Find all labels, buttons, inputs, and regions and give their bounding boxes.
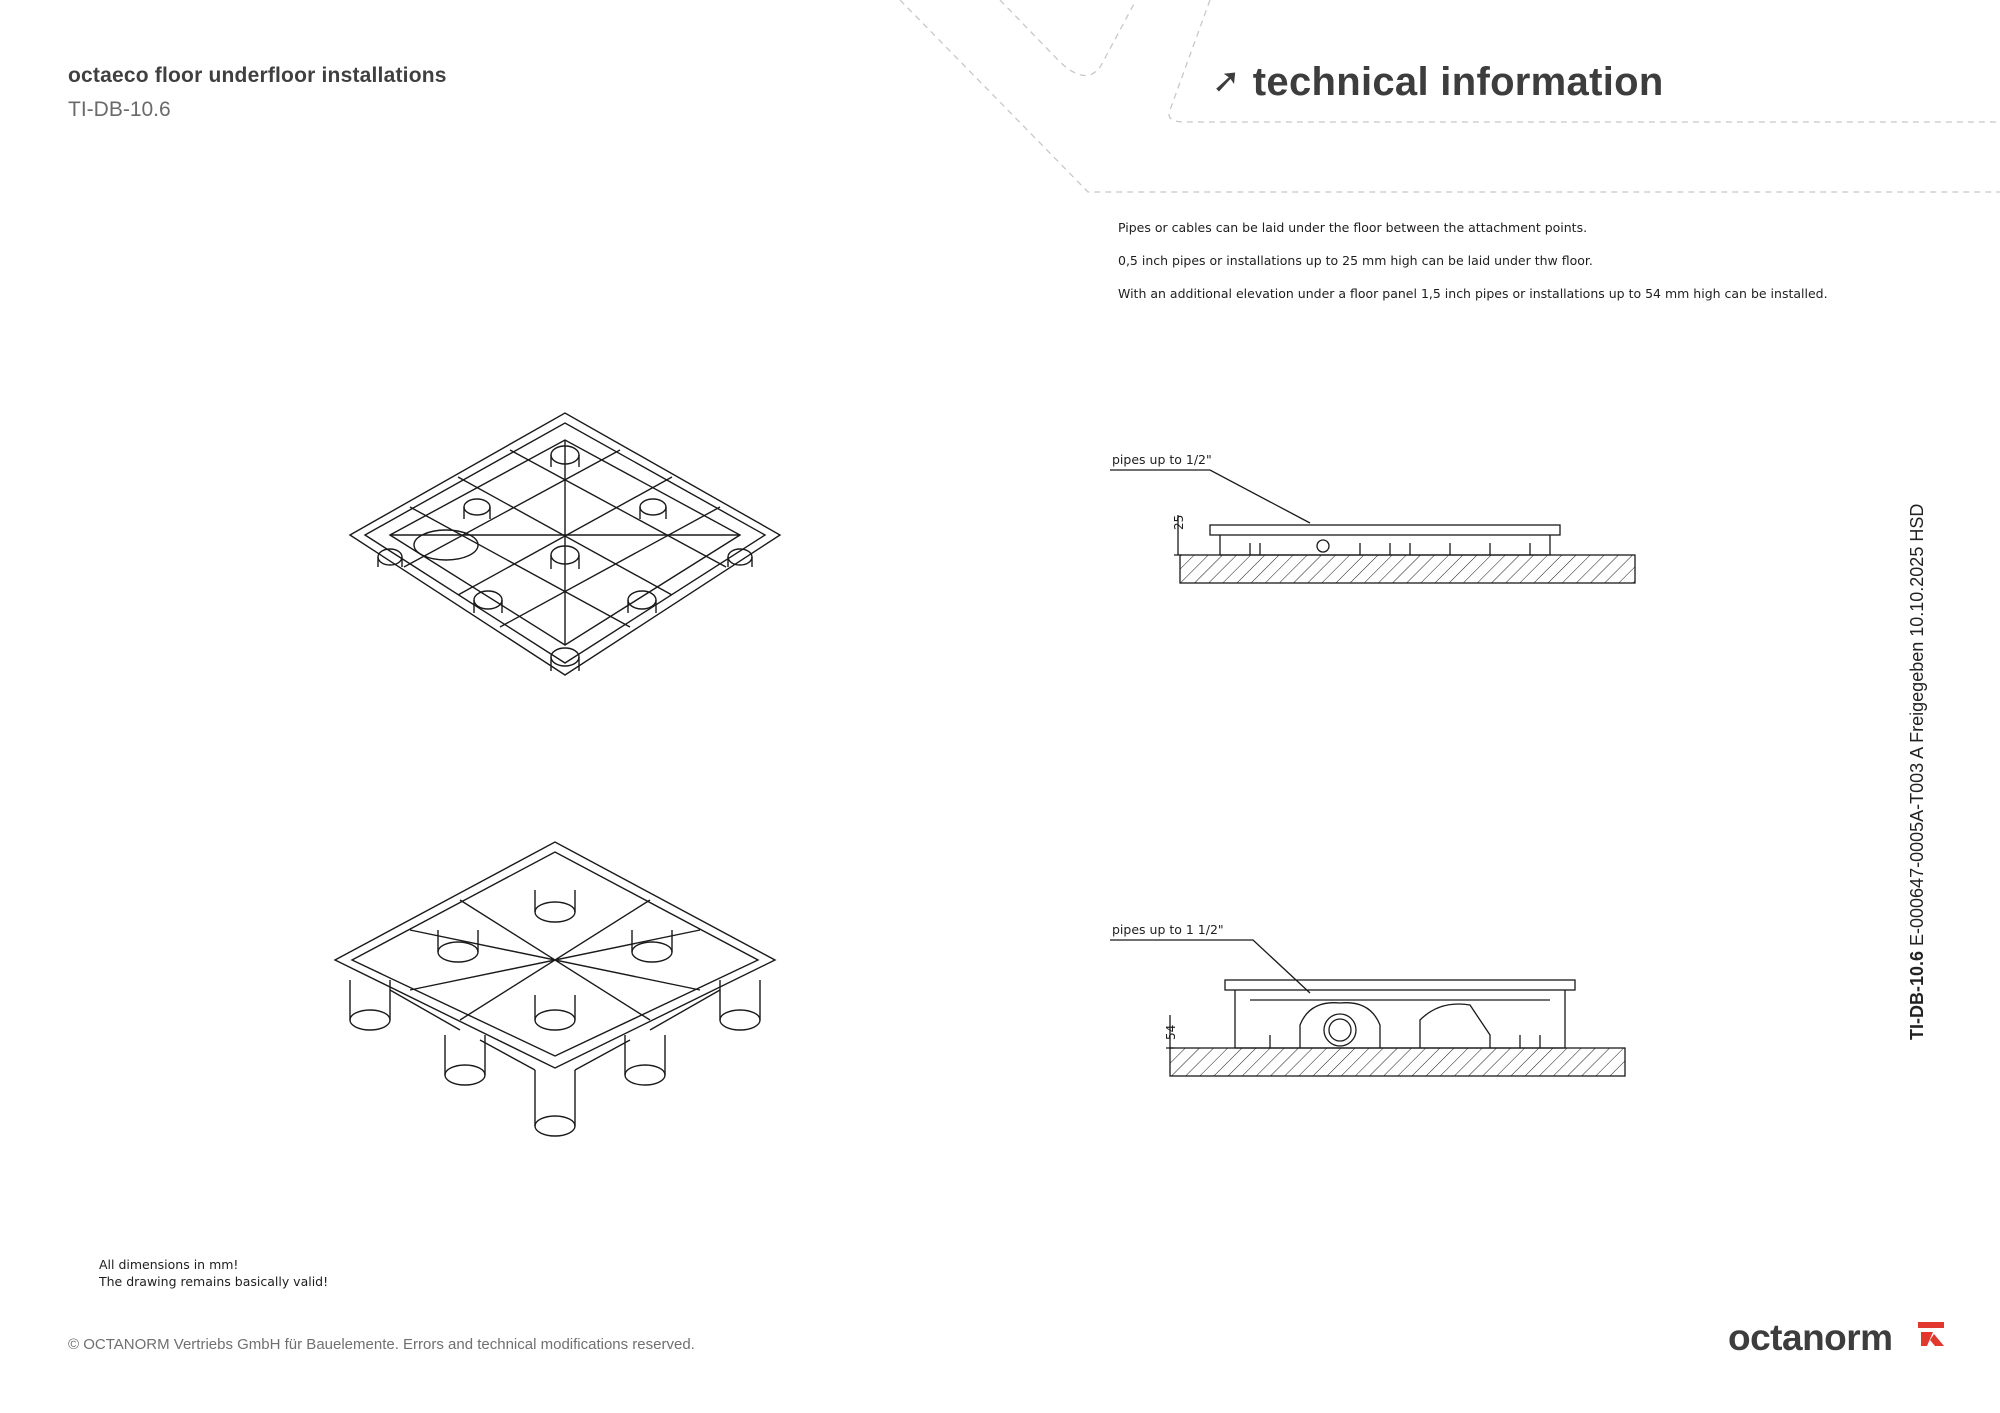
section-view-half-inch: [1110, 455, 1650, 595]
description-line-1: Pipes or cables can be laid under the floor between the attachment points.: [1118, 220, 1588, 235]
description-line-2: 0,5 inch pipes or installations up to 25 mm high can be laid under thw floor.: [1118, 253, 1593, 268]
arrow-up-right-icon: ➚: [1212, 62, 1241, 100]
section-title: [1212, 60, 1664, 105]
copyright-text: © OCTANORM Vertriebs GmbH für Bauelemente. Errors and technical modifications reserved.: [68, 1336, 695, 1353]
dimension-25: 25: [1172, 514, 1186, 530]
document-reference-release: E-000647-0005A-T003 A Freigegeben 10.10.2025 HSD: [1907, 503, 1927, 951]
callout-pipes-half-inch: pipes up to 1/2": [1112, 452, 1212, 467]
document-reference-code: TI-DB-10.6: [1907, 950, 1927, 1040]
section-view-one-and-half-inch: [1110, 925, 1650, 1085]
document-title: octaeco floor underfloor installations: [68, 64, 447, 87]
dimension-54: 54: [1164, 1024, 1178, 1040]
elevated-panel-isometric-drawing: [330, 840, 800, 1150]
document-code: TI-DB-10.6: [68, 98, 171, 121]
floor-panel-isometric-drawing: [330, 395, 800, 705]
document-reference: [1907, 504, 1928, 1040]
note-validity: The drawing remains basically valid!: [99, 1274, 329, 1289]
brand-logo-text: octanorm: [1728, 1317, 1893, 1358]
callout-pipes-one-and-half-inch: pipes up to 1 1/2": [1112, 922, 1224, 937]
description-line-3: With an additional elevation under a floor panel 1,5 inch pipes or installations up to 54 mm high can be installed.: [1118, 286, 1828, 301]
section-title-text: technical information: [1252, 60, 1664, 104]
note-dimensions: All dimensions in mm!: [99, 1257, 239, 1272]
brand-logo-mark: [1918, 1322, 1948, 1352]
